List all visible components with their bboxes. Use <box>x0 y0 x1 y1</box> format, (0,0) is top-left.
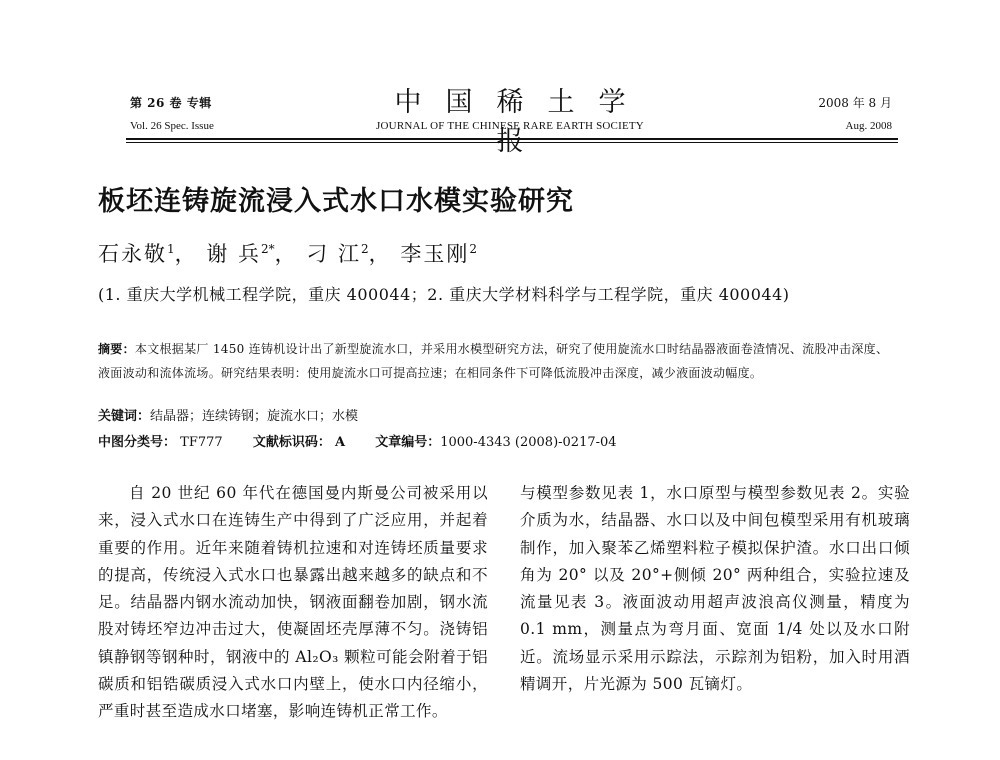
doc-code-label: 文献标识码： <box>252 435 331 450</box>
journal-name-cn: 中国稀土学 <box>394 87 650 118</box>
article-number-value: 1000-4343 (2008)-0217-04 <box>440 435 617 450</box>
affiliations: (1. 重庆大学机械工程学院，重庆 400044；2. 重庆大学材料科学与工程学院，重庆 400044) <box>98 285 790 304</box>
keywords-text: 结晶器；连续铸钢；旋流水口；水模 <box>150 409 359 424</box>
body-column-right <box>520 480 910 698</box>
author-name: 李玉刚 <box>400 242 470 266</box>
affiliation-mark: 2 <box>361 242 369 256</box>
affiliation-mark: 2* <box>261 242 275 256</box>
volume-issue-cn: 第 26 卷 专辑 <box>130 96 212 110</box>
header-rule-thin <box>126 142 898 143</box>
abstract <box>98 337 900 385</box>
body-paragraph-continued: 与模型参数见表 1，水口原型与模型参数见表 2。实验介质为水，结晶器、水口以及中间包模型采用有机玻璃制作，加入聚苯乙烯塑料粒子模拟保护渣。水口出口倾角为 20° 以及 20°+侧倾 20° 两种组合，实验拉速及流量见表 3。液面波动用超声波浪高仪测量，精度为 0.1 mm，测量点为弯月面、宽面 1/4 处以及水口附近。流场显示采用示踪法，示踪剂为铝粉，加入时用酒精调开，片光源为 500 瓦镝灯。 <box>520 484 910 694</box>
affiliation-mark: 1 <box>167 242 175 256</box>
header-rule-thick <box>126 138 898 140</box>
clc-label: 中图分类号： <box>98 435 177 450</box>
body-paragraph: 自 20 世纪 60 年代在德国曼内斯曼公司被采用以来，浸入式水口在连铸生产中得到了广泛应用，并起着重要的作用。近年来随着铸机拉速和对连铸坯质量要求的提高，传统浸入式水口也暴露出越来越多的缺点和不足。结晶器内钢水流动加快，钢液面翻卷加剧，钢水流股对铸坯窄边冲击过大，使凝固坯壳厚薄不匀。浇铸铝镇静钢等钢种时，钢液中的 Al₂O₃ 颗粒可能会附着于铝碳质和铝锆碳质浸入式水口内壁上，使水口内径缩小，严重时甚至造成水口堵塞，影响连铸机正常工作。 <box>98 484 488 721</box>
author-list <box>98 238 477 268</box>
classification-line <box>98 431 617 450</box>
body-column-left <box>98 480 488 726</box>
clc-value: TF777 <box>180 435 223 450</box>
affiliation-mark: 2 <box>469 242 477 256</box>
author-separator: ， <box>174 242 198 266</box>
author-name: 刁 江 <box>306 242 362 266</box>
paper-title: 板坯连铸旋流浸入式水口水模实验研究 <box>98 186 574 217</box>
keywords-label: 关键词： <box>98 409 151 424</box>
author-separator: ， <box>274 242 298 266</box>
abstract-label: 摘要： <box>98 342 135 356</box>
doc-code-value: A <box>334 435 346 450</box>
author-separator: ， <box>368 242 392 266</box>
author-name: 石永敬 <box>98 242 167 266</box>
abstract-text: 本文根据某厂 1450 连铸机设计出了新型旋流水口，并采用水模型研究方法，研究了使用旋流水口时结晶器液面卷渣情况、流股冲击深度、液面波动和流体流场。研究结果表明：使用旋流水口可提高拉速；在相同条件下可降低流股冲击深度，减少液面波动幅度。 <box>98 342 889 380</box>
volume-issue-en: Vol. 26 Spec. Issue <box>130 120 214 132</box>
publication-date-cn: 2008 年 8 月 <box>818 96 892 110</box>
article-number-label: 文章编号： <box>375 435 441 450</box>
journal-name-en: JOURNAL OF THE CHINESE RARE EARTH SOCIETY <box>376 120 644 132</box>
publication-date-en: Aug. 2008 <box>845 120 892 132</box>
keywords <box>98 405 358 424</box>
author-name: 谢 兵 <box>206 242 262 266</box>
